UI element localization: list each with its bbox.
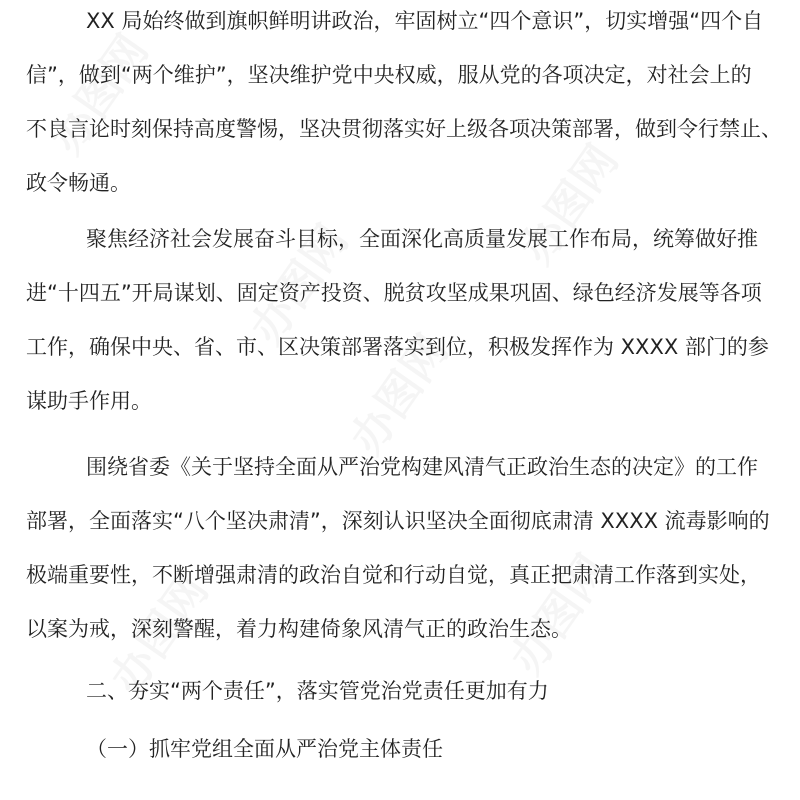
watermark: 办图网 <box>340 325 459 464</box>
watermark: 办图网 <box>510 135 629 274</box>
paragraph-line: 不良言论时刻保持高度警惕，坚决贯彻落实好上级各项决策部署，做到令行禁止、 <box>26 117 782 141</box>
paragraph-line: 部署，全面落实“八个坚决肃清”，深刻认识坚决全面彻底肃清 XXXX 流毒影响的 <box>26 509 770 533</box>
subsection-heading: （一）抓牢党组全面从严治党主体责任 <box>86 737 443 761</box>
paragraph-line: 工作，确保中央、省、市、区决策部署落实到位，积极发挥作为 XXXX 部门的参 <box>26 335 769 359</box>
paragraph-line: 谋助手作用。 <box>26 389 152 413</box>
paragraph-line: 极端重要性，不断增强肃清的政治自觉和行动自觉，真正把肃清工作落到实处， <box>26 563 761 587</box>
watermark: 办图网 <box>40 25 159 164</box>
section-heading: 二、夯实“两个责任”，落实管党治党责任更加有力 <box>86 679 549 703</box>
paragraph-line: 信”，做到“两个维护”，坚决维护党中央权威，服从党的各项决定，对社会上的 <box>26 63 752 87</box>
watermark: 办图网 <box>500 545 619 684</box>
paragraph-line: XX 局始终做到旗帜鲜明讲政治，牢固树立“四个意识”，切实增强“四个自 <box>86 9 764 33</box>
paragraph-line: 政令畅通。 <box>26 171 131 195</box>
paragraph-line: 围绕省委《关于坚持全面从严治党构建风清气正政治生态的决定》的工作 <box>86 455 758 479</box>
paragraph-line: 以案为戒，深刻警醒，着力构建倚象风清气正的政治生态。 <box>26 617 572 641</box>
paragraph-line: 进“十四五”开局谋划、固定资产投资、脱贫攻坚成果巩固、绿色经济发展等各项 <box>26 281 762 305</box>
watermark: 办图网 <box>240 215 359 354</box>
watermark: 办图网 <box>100 565 219 704</box>
paragraph-line: 聚焦经济社会发展奋斗目标，全面深化高质量发展工作布局，统筹做好推 <box>86 227 758 251</box>
